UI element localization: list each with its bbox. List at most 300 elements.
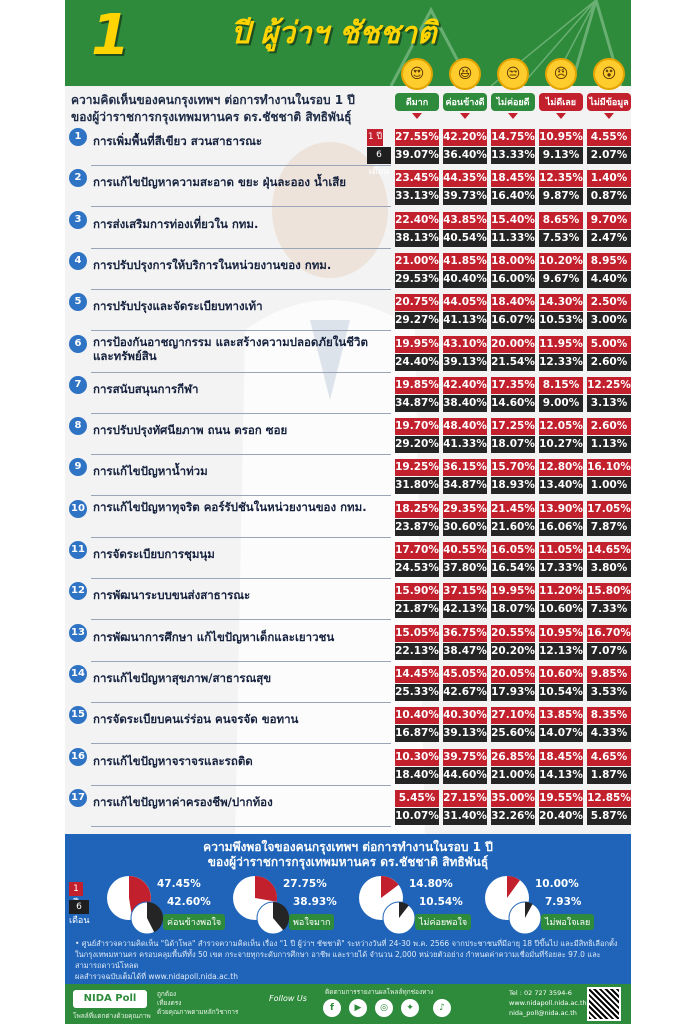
cell-six-months: 31.80% bbox=[395, 477, 439, 494]
cell-one-year: 35.00% bbox=[491, 790, 535, 807]
title-number: 1 bbox=[91, 3, 130, 68]
cell-six-months: 20.20% bbox=[491, 643, 535, 660]
item-number: 4 bbox=[69, 252, 87, 270]
legend-six-months: 6 เดือน bbox=[69, 902, 90, 926]
cell-one-year: 17.70% bbox=[395, 542, 439, 559]
item-label: การแก้ไขปัญหาความสะอาด ขยะ ฝุ่นละออง น้ำเสีย bbox=[93, 175, 347, 190]
table-row bbox=[65, 704, 631, 744]
rating-label: ไม่ค่อยดี bbox=[491, 93, 535, 111]
cell-six-months: 16.00% bbox=[491, 271, 535, 288]
down-arrow-icon bbox=[460, 113, 470, 119]
pct-one-year: 14.80% bbox=[409, 878, 453, 890]
cell-six-months: 2.60% bbox=[587, 354, 631, 371]
cell-one-year: 27.10% bbox=[491, 707, 535, 724]
satisfaction-item bbox=[483, 874, 603, 944]
cell-one-year: 15.40% bbox=[491, 212, 535, 229]
contact-tel: Tel : 02 727 3594-6 bbox=[509, 989, 572, 997]
cell-one-year: 13.90% bbox=[539, 501, 583, 518]
cell-six-months: 17.93% bbox=[491, 684, 535, 701]
item-label: การป้องกันอาชญากรรม และสร้างความปลอดภัยในชีวิต และทรัพย์สิน bbox=[93, 334, 368, 363]
item-number: 6 bbox=[69, 335, 87, 353]
cell-one-year: 5.45% bbox=[395, 790, 439, 807]
satisfaction-label: ไม่ค่อยพอใจ bbox=[415, 914, 471, 930]
cell-one-year: 9.85% bbox=[587, 666, 631, 683]
cell-one-year: 18.40% bbox=[491, 294, 535, 311]
cell-six-months: 16.87% bbox=[395, 725, 439, 742]
row-divider bbox=[91, 578, 391, 579]
cell-one-year: 9.70% bbox=[587, 212, 631, 229]
cell-one-year: 20.55% bbox=[491, 625, 535, 642]
satisfaction-item bbox=[357, 874, 477, 944]
cell-one-year: 19.95% bbox=[491, 583, 535, 600]
cell-six-months: 24.53% bbox=[395, 560, 439, 577]
cell-one-year: 8.15% bbox=[539, 377, 583, 394]
cell-one-year: 26.85% bbox=[491, 749, 535, 766]
item-number: 12 bbox=[69, 582, 87, 600]
satisfaction-item bbox=[105, 874, 225, 944]
satisfaction-title-2: ของผู้ว่าราชการกรุงเทพมหานคร ดร.ชัชชาติ สิทธิพันธุ์ bbox=[207, 855, 489, 869]
cell-one-year: 4.55% bbox=[587, 129, 631, 146]
cell-one-year: 17.25% bbox=[491, 418, 535, 435]
cell-six-months: 4.33% bbox=[587, 725, 631, 742]
cell-six-months: 10.54% bbox=[539, 684, 583, 701]
cell-one-year: 23.45% bbox=[395, 170, 439, 187]
cell-one-year: 13.85% bbox=[539, 707, 583, 724]
cell-one-year: 21.00% bbox=[395, 253, 439, 270]
pct-one-year: 47.45% bbox=[157, 878, 201, 890]
cell-six-months: 12.33% bbox=[539, 354, 583, 371]
item-number: 15 bbox=[69, 706, 87, 724]
row-divider bbox=[91, 372, 391, 373]
row-divider bbox=[91, 702, 391, 703]
cell-one-year: 18.00% bbox=[491, 253, 535, 270]
item-number: 5 bbox=[69, 293, 87, 311]
cell-one-year: 1.40% bbox=[587, 170, 631, 187]
cell-six-months: 34.87% bbox=[395, 395, 439, 412]
down-arrow-icon bbox=[508, 113, 518, 119]
rating-header-1 bbox=[443, 58, 487, 119]
item-label: การแก้ไขปัญหาสุขภาพ/สาธารณสุข bbox=[93, 670, 272, 685]
cell-one-year: 42.40% bbox=[443, 377, 487, 394]
cell-one-year: 27.15% bbox=[443, 790, 487, 807]
emoji-face-icon bbox=[449, 58, 481, 90]
item-number: 13 bbox=[69, 624, 87, 642]
item-label: การสนับสนุนการกีฬา bbox=[93, 381, 199, 396]
pct-six-months: 42.60% bbox=[167, 896, 211, 908]
cell-one-year: 8.35% bbox=[587, 707, 631, 724]
cell-one-year: 10.40% bbox=[395, 707, 439, 724]
cell-one-year: 12.35% bbox=[539, 170, 583, 187]
cell-six-months: 2.07% bbox=[587, 147, 631, 164]
cell-six-months: 39.07% bbox=[395, 147, 439, 164]
cell-six-months: 17.33% bbox=[539, 560, 583, 577]
cell-six-months: 16.40% bbox=[491, 188, 535, 205]
cell-one-year: 43.10% bbox=[443, 336, 487, 353]
cell-one-year: 15.80% bbox=[587, 583, 631, 600]
cell-six-months: 3.80% bbox=[587, 560, 631, 577]
item-label: การปรับปรุงการให้บริการในหน่วยงานของ กทม. bbox=[93, 257, 332, 272]
rating-header-0 bbox=[395, 58, 439, 119]
table-row bbox=[65, 291, 631, 331]
cell-six-months: 39.13% bbox=[443, 354, 487, 371]
cell-six-months: 7.33% bbox=[587, 601, 631, 618]
cell-six-months: 9.00% bbox=[539, 395, 583, 412]
cell-one-year: 10.95% bbox=[539, 129, 583, 146]
cell-one-year: 29.35% bbox=[443, 501, 487, 518]
youtube-icon[interactable]: ▶ bbox=[349, 999, 367, 1017]
item-label: การเพิ่มพื้นที่สีเขียว สวนสาธารณะ bbox=[93, 134, 263, 148]
cell-six-months: 7.87% bbox=[587, 519, 631, 536]
facebook-icon[interactable]: f bbox=[323, 999, 341, 1017]
cell-six-months: 3.00% bbox=[587, 312, 631, 329]
cell-six-months: 1.13% bbox=[587, 436, 631, 453]
satisfaction-label: พอใจมาก bbox=[289, 914, 334, 930]
row-divider bbox=[91, 248, 391, 249]
cell-six-months: 29.20% bbox=[395, 436, 439, 453]
cell-six-months: 21.00% bbox=[491, 767, 535, 784]
emoji-glyph: 😵 bbox=[601, 66, 617, 82]
row-divider bbox=[91, 785, 391, 786]
row-divider bbox=[91, 165, 391, 166]
cell-one-year: 12.85% bbox=[587, 790, 631, 807]
cell-one-year: 11.05% bbox=[539, 542, 583, 559]
cell-six-months: 36.40% bbox=[443, 147, 487, 164]
cell-one-year: 19.55% bbox=[539, 790, 583, 807]
row-divider bbox=[91, 289, 391, 290]
item-number: 14 bbox=[69, 665, 87, 683]
cell-six-months: 3.53% bbox=[587, 684, 631, 701]
cell-six-months: 42.13% bbox=[443, 601, 487, 618]
rating-header-3 bbox=[539, 58, 583, 119]
cell-six-months: 10.07% bbox=[395, 808, 439, 825]
cell-six-months: 18.07% bbox=[491, 601, 535, 618]
item-number: 2 bbox=[69, 169, 87, 187]
cell-six-months: 2.47% bbox=[587, 230, 631, 247]
emoji-face-icon bbox=[401, 58, 433, 90]
social-caption: ติดตามการรายงานผลโพลล์ทุกช่องทาง bbox=[325, 988, 434, 996]
table-row bbox=[65, 580, 631, 620]
cell-one-year: 19.85% bbox=[395, 377, 439, 394]
cell-one-year: 36.75% bbox=[443, 625, 487, 642]
cell-one-year: 18.25% bbox=[395, 501, 439, 518]
cell-six-months: 41.13% bbox=[443, 312, 487, 329]
emoji-glyph: 😒 bbox=[505, 66, 521, 82]
cell-one-year: 20.00% bbox=[491, 336, 535, 353]
cell-one-year: 20.75% bbox=[395, 294, 439, 311]
cell-six-months: 12.13% bbox=[539, 643, 583, 660]
item-number: 11 bbox=[69, 541, 87, 559]
cell-six-months: 1.00% bbox=[587, 477, 631, 494]
satisfaction-title-1: ความพึงพอใจของคนกรุงเทพฯ ต่อการทำงานในรอบ 1 ปี bbox=[203, 840, 493, 854]
cell-six-months: 38.13% bbox=[395, 230, 439, 247]
cell-one-year: 42.20% bbox=[443, 129, 487, 146]
cell-six-months: 38.47% bbox=[443, 643, 487, 660]
cell-one-year: 44.35% bbox=[443, 170, 487, 187]
cell-six-months: 14.60% bbox=[491, 395, 535, 412]
row-divider bbox=[91, 495, 391, 496]
table-row bbox=[65, 746, 631, 786]
cell-six-months: 3.13% bbox=[587, 395, 631, 412]
cell-one-year: 11.20% bbox=[539, 583, 583, 600]
cell-six-months: 7.07% bbox=[587, 643, 631, 660]
table-row bbox=[65, 126, 631, 177]
item-label: การแก้ไขปัญหาจราจรและรถติด bbox=[93, 753, 253, 768]
rating-label: ไม่มีข้อมูล bbox=[587, 93, 631, 111]
cell-six-months: 9.67% bbox=[539, 271, 583, 288]
table-row bbox=[65, 374, 631, 414]
cell-six-months: 18.93% bbox=[491, 477, 535, 494]
pct-six-months: 7.93% bbox=[545, 896, 582, 908]
cell-six-months: 39.13% bbox=[443, 725, 487, 742]
cell-six-months: 42.67% bbox=[443, 684, 487, 701]
cell-six-months: 20.40% bbox=[539, 808, 583, 825]
cell-one-year: 19.70% bbox=[395, 418, 439, 435]
rating-label: ดีมาก bbox=[395, 93, 439, 111]
cell-one-year: 11.95% bbox=[539, 336, 583, 353]
item-label: การพัฒนาระบบขนส่งสาธารณะ bbox=[93, 588, 251, 603]
cell-six-months: 40.40% bbox=[443, 271, 487, 288]
cell-one-year: 27.55% bbox=[395, 129, 439, 146]
cell-six-months: 13.40% bbox=[539, 477, 583, 494]
cell-one-year: 44.05% bbox=[443, 294, 487, 311]
cell-one-year: 14.75% bbox=[491, 129, 535, 146]
footer bbox=[65, 984, 631, 1024]
cell-six-months: 21.87% bbox=[395, 601, 439, 618]
item-label: การจัดระเบียบการชุมนุม bbox=[93, 547, 215, 561]
cell-one-year: 40.30% bbox=[443, 707, 487, 724]
cell-six-months: 13.33% bbox=[491, 147, 535, 164]
cell-six-months: 23.87% bbox=[395, 519, 439, 536]
note-line-2: ในกรุงเทพมหานคร ครอบคลุมพื้นที่ทั้ง 50 เขต กระจายทุกระดับการศึกษา อาชีพ และรายได้ จำนวน 2,000 หน่วยตัวอย่าง กำหนดค่าความเชื่อมั่นที่ร้อยละ 97.0 และสามารถดาวน์โหลด bbox=[75, 950, 601, 970]
table-row bbox=[65, 663, 631, 703]
item-number: 10 bbox=[69, 500, 87, 518]
survey-note bbox=[75, 938, 621, 982]
cell-six-months: 14.13% bbox=[539, 767, 583, 784]
row-divider bbox=[91, 743, 391, 744]
cell-six-months: 32.26% bbox=[491, 808, 535, 825]
cell-six-months: 25.33% bbox=[395, 684, 439, 701]
satisfaction-label: ค่อนข้างพอใจ bbox=[163, 914, 225, 930]
row-divider bbox=[91, 206, 391, 207]
qr-code[interactable] bbox=[587, 987, 621, 1021]
cell-six-months: 40.54% bbox=[443, 230, 487, 247]
cell-one-year: 14.30% bbox=[539, 294, 583, 311]
cell-one-year: 20.05% bbox=[491, 666, 535, 683]
pct-six-months: 38.93% bbox=[293, 896, 337, 908]
cell-six-months: 10.27% bbox=[539, 436, 583, 453]
logo-tagline: โพลล์ที่แตกต่างด้วยคุณภาพ bbox=[73, 1012, 151, 1020]
down-arrow-icon bbox=[556, 113, 566, 119]
contact-web[interactable]: www.nidapoll.nida.ac.th bbox=[509, 999, 587, 1007]
item-number: 7 bbox=[69, 376, 87, 394]
emoji-face-icon bbox=[497, 58, 529, 90]
table-row bbox=[65, 167, 631, 207]
cell-six-months: 22.13% bbox=[395, 643, 439, 660]
cell-one-year: 10.20% bbox=[539, 253, 583, 270]
item-number: 8 bbox=[69, 417, 87, 435]
cell-six-months: 5.87% bbox=[587, 808, 631, 825]
item-number: 1 bbox=[69, 128, 87, 146]
cell-one-year: 15.70% bbox=[491, 459, 535, 476]
cell-one-year: 8.95% bbox=[587, 253, 631, 270]
cell-six-months: 4.40% bbox=[587, 271, 631, 288]
table-row bbox=[65, 622, 631, 662]
item-label: การแก้ไขปัญหาน้ำท่วม bbox=[93, 464, 208, 479]
rating-header-2 bbox=[491, 58, 535, 119]
cell-one-year: 15.90% bbox=[395, 583, 439, 600]
row-divider bbox=[91, 454, 391, 455]
pct-one-year: 10.00% bbox=[535, 878, 579, 890]
cell-six-months: 37.80% bbox=[443, 560, 487, 577]
cell-six-months: 9.13% bbox=[539, 147, 583, 164]
cell-one-year: 10.95% bbox=[539, 625, 583, 642]
cell-six-months: 16.06% bbox=[539, 519, 583, 536]
cell-one-year: 12.05% bbox=[539, 418, 583, 435]
cell-one-year: 21.45% bbox=[491, 501, 535, 518]
twitter-icon[interactable]: ✦ bbox=[401, 999, 419, 1017]
cell-one-year: 16.70% bbox=[587, 625, 631, 642]
rating-label: ค่อนข้างดี bbox=[443, 93, 487, 111]
tagline-2: เที่ยงตรง bbox=[157, 999, 182, 1007]
tagline-1: ถูกต้อง bbox=[157, 990, 177, 998]
cell-one-year: 10.30% bbox=[395, 749, 439, 766]
cell-one-year: 10.60% bbox=[539, 666, 583, 683]
table-row bbox=[65, 456, 631, 496]
pct-one-year: 27.75% bbox=[283, 878, 327, 890]
pie-slice bbox=[255, 876, 277, 902]
item-number: 16 bbox=[69, 748, 87, 766]
item-number: 9 bbox=[69, 458, 87, 476]
contact-info bbox=[509, 988, 587, 1018]
cell-one-year: 14.65% bbox=[587, 542, 631, 559]
item-label: การส่งเสริมการท่องเที่ยวใน กทม. bbox=[93, 216, 259, 231]
emoji-face-icon bbox=[545, 58, 577, 90]
cell-one-year: 45.05% bbox=[443, 666, 487, 683]
cell-one-year: 17.35% bbox=[491, 377, 535, 394]
cell-six-months: 10.53% bbox=[539, 312, 583, 329]
cell-six-months: 31.40% bbox=[443, 808, 487, 825]
item-label: การพัฒนาการศึกษา แก้ไขปัญหาเด็กและเยาวชน bbox=[93, 629, 335, 644]
row-divider bbox=[91, 330, 391, 331]
table-row bbox=[65, 787, 631, 827]
table-row bbox=[65, 539, 631, 579]
cell-one-year: 16.10% bbox=[587, 459, 631, 476]
cell-six-months: 38.40% bbox=[443, 395, 487, 412]
cell-one-year: 41.85% bbox=[443, 253, 487, 270]
emoji-face-icon bbox=[593, 58, 625, 90]
cell-one-year: 5.00% bbox=[587, 336, 631, 353]
satisfaction-label: ไม่พอใจเลย bbox=[541, 914, 594, 930]
period-one-year-tag: 1 ปี bbox=[367, 129, 383, 146]
cell-six-months: 41.33% bbox=[443, 436, 487, 453]
item-label: การปรับปรุงทัศนียภาพ ถนน ตรอก ซอย bbox=[93, 423, 288, 438]
cell-six-months: 24.40% bbox=[395, 354, 439, 371]
note-line-1: • ศูนย์สำรวจความคิดเห็น "นิด้าโพล" สำรวจความคิดเห็น เรื่อง "1 ปี ผู้ว่าฯ ชัชชาติ" ระหว่างวันที่ 24-30 พ.ค. 2566 จากประชาชนที่มีอายุ 18 ปีขึ้นไป และมีสิทธิเลือกตั้ง bbox=[75, 939, 618, 948]
cell-six-months: 16.54% bbox=[491, 560, 535, 577]
legend-one-year: 1 bbox=[69, 882, 83, 896]
cell-six-months: 16.07% bbox=[491, 312, 535, 329]
satisfaction-panel bbox=[65, 834, 631, 984]
cell-six-months: 0.87% bbox=[587, 188, 631, 205]
emoji-glyph: 😍 bbox=[409, 66, 425, 82]
cell-one-year: 14.45% bbox=[395, 666, 439, 683]
item-number: 17 bbox=[69, 789, 87, 807]
satisfaction-item bbox=[231, 874, 351, 944]
nida-poll-logo: NIDA Poll bbox=[73, 990, 147, 1008]
note-line-3: ผลสำรวจฉบับเต็มได้ที่ www.nidapoll.nida.ac.th bbox=[75, 972, 238, 981]
title-text: ปี ผู้ว่าฯ ชัชชาติ bbox=[231, 16, 437, 51]
rating-label: ไม่ดีเลย bbox=[539, 93, 583, 111]
question-heading bbox=[71, 92, 401, 126]
emoji-glyph: 😆 bbox=[457, 66, 473, 82]
contact-mail[interactable]: nida_poll@nida.ac.th bbox=[509, 1009, 577, 1017]
cell-one-year: 12.80% bbox=[539, 459, 583, 476]
cell-one-year: 2.50% bbox=[587, 294, 631, 311]
cell-one-year: 40.55% bbox=[443, 542, 487, 559]
cell-one-year: 15.05% bbox=[395, 625, 439, 642]
cell-one-year: 8.65% bbox=[539, 212, 583, 229]
cell-six-months: 29.27% bbox=[395, 312, 439, 329]
cell-one-year: 12.25% bbox=[587, 377, 631, 394]
row-divider bbox=[91, 826, 391, 827]
cell-one-year: 37.15% bbox=[443, 583, 487, 600]
instagram-icon[interactable]: ◎ bbox=[375, 999, 393, 1017]
cell-one-year: 18.45% bbox=[491, 170, 535, 187]
down-arrow-icon bbox=[412, 113, 422, 119]
rating-column-headers bbox=[395, 58, 631, 116]
emoji-glyph: 😠 bbox=[553, 66, 569, 82]
cell-six-months: 39.73% bbox=[443, 188, 487, 205]
tiktok-icon[interactable]: ♪ bbox=[433, 999, 451, 1017]
table-row bbox=[65, 250, 631, 290]
cell-six-months: 18.07% bbox=[491, 436, 535, 453]
cell-six-months: 7.53% bbox=[539, 230, 583, 247]
cell-six-months: 29.53% bbox=[395, 271, 439, 288]
cell-one-year: 18.45% bbox=[539, 749, 583, 766]
cell-one-year: 16.05% bbox=[491, 542, 535, 559]
main-title bbox=[91, 3, 437, 68]
cell-six-months: 11.33% bbox=[491, 230, 535, 247]
cell-one-year: 22.40% bbox=[395, 212, 439, 229]
cell-six-months: 1.87% bbox=[587, 767, 631, 784]
pct-six-months: 10.54% bbox=[419, 896, 463, 908]
cell-one-year: 17.05% bbox=[587, 501, 631, 518]
cell-six-months: 10.60% bbox=[539, 601, 583, 618]
down-arrow-icon bbox=[604, 113, 614, 119]
table-row bbox=[65, 333, 631, 373]
cell-one-year: 48.40% bbox=[443, 418, 487, 435]
cell-six-months: 21.54% bbox=[491, 354, 535, 371]
rating-header-4 bbox=[587, 58, 631, 119]
row-divider bbox=[91, 537, 391, 538]
cell-six-months: 25.60% bbox=[491, 725, 535, 742]
cell-six-months: 18.40% bbox=[395, 767, 439, 784]
table-row bbox=[65, 498, 631, 538]
footer-tagline bbox=[157, 990, 238, 1017]
follow-us-label: Follow Us bbox=[269, 994, 307, 1003]
cell-one-year: 43.85% bbox=[443, 212, 487, 229]
tagline-3: ด้วยคุณภาพตามหลักวิชาการ bbox=[157, 1008, 239, 1016]
item-label: การแก้ไขปัญหาค่าครองชีพ/ปากท้อง bbox=[93, 794, 273, 809]
cell-six-months: 33.13% bbox=[395, 188, 439, 205]
table-row bbox=[65, 209, 631, 249]
row-divider bbox=[91, 413, 391, 414]
cell-six-months: 9.87% bbox=[539, 188, 583, 205]
question-line-1: ความคิดเห็นของคนกรุงเทพฯ ต่อการทำงานในรอบ 1 ปี bbox=[71, 93, 355, 107]
cell-one-year: 36.15% bbox=[443, 459, 487, 476]
cell-six-months: 44.60% bbox=[443, 767, 487, 784]
period-six-month-tag: 6 เดือน bbox=[367, 147, 391, 164]
